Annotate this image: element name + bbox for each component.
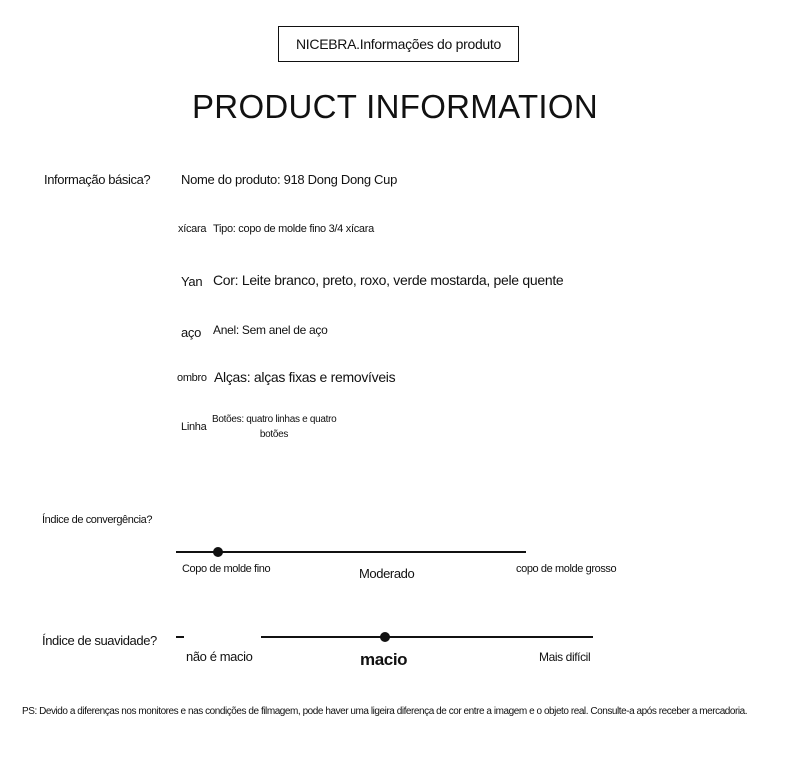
softness-scale-line — [261, 636, 593, 638]
convergence-level-marker — [213, 547, 223, 557]
convergence-right-label: copo de molde grosso — [516, 563, 617, 575]
type-key: xícara — [178, 223, 207, 235]
disclaimer-note: PS: Devido a diferenças nos monitores e nas condições de filmagem, pode haver uma ligeira diferença de cor entre a imagem e o objeto real. Consulte-a após receber a mercadoria. — [22, 706, 748, 717]
buttons-value-line1: Botões: quatro linhas e quatro — [212, 414, 337, 425]
softness-scale-line-start — [176, 636, 184, 638]
brand-header-box — [278, 26, 519, 62]
type-value: Tipo: copo de molde fino 3/4 xícara — [213, 223, 374, 235]
page-title: PRODUCT INFORMATION — [192, 88, 598, 125]
basic-info-label: Informação básica? — [44, 172, 151, 187]
ring-value: Anel: Sem anel de aço — [213, 323, 328, 337]
softness-label: Índice de suavidade? — [42, 633, 157, 648]
strap-value: Alças: alças fixas e removíveis — [214, 369, 396, 385]
buttons-value — [212, 412, 336, 442]
buttons-key: Linha — [181, 421, 207, 433]
softness-right-label: Mais difícil — [539, 650, 591, 664]
softness-level-marker — [380, 632, 390, 642]
color-key: Yan — [181, 274, 203, 289]
convergence-left-label: Copo de molde fino — [182, 563, 271, 575]
softness-middle-label: macio — [360, 650, 408, 669]
brand-header-text: NICEBRA.Informações do produto — [296, 36, 501, 52]
convergence-label: Índice de convergência? — [42, 514, 153, 526]
buttons-value-line2: botões — [259, 429, 289, 440]
convergence-middle-label: Moderado — [359, 566, 415, 581]
convergence-scale-line — [176, 551, 526, 553]
ring-key: aço — [181, 325, 202, 340]
strap-key: ombro — [177, 372, 207, 384]
softness-left-label: não é macio — [186, 649, 253, 664]
color-value: Cor: Leite branco, preto, roxo, verde mostarda, pele quente — [213, 272, 564, 288]
product-name-value: Nome do produto: 918 Dong Dong Cup — [181, 172, 398, 187]
